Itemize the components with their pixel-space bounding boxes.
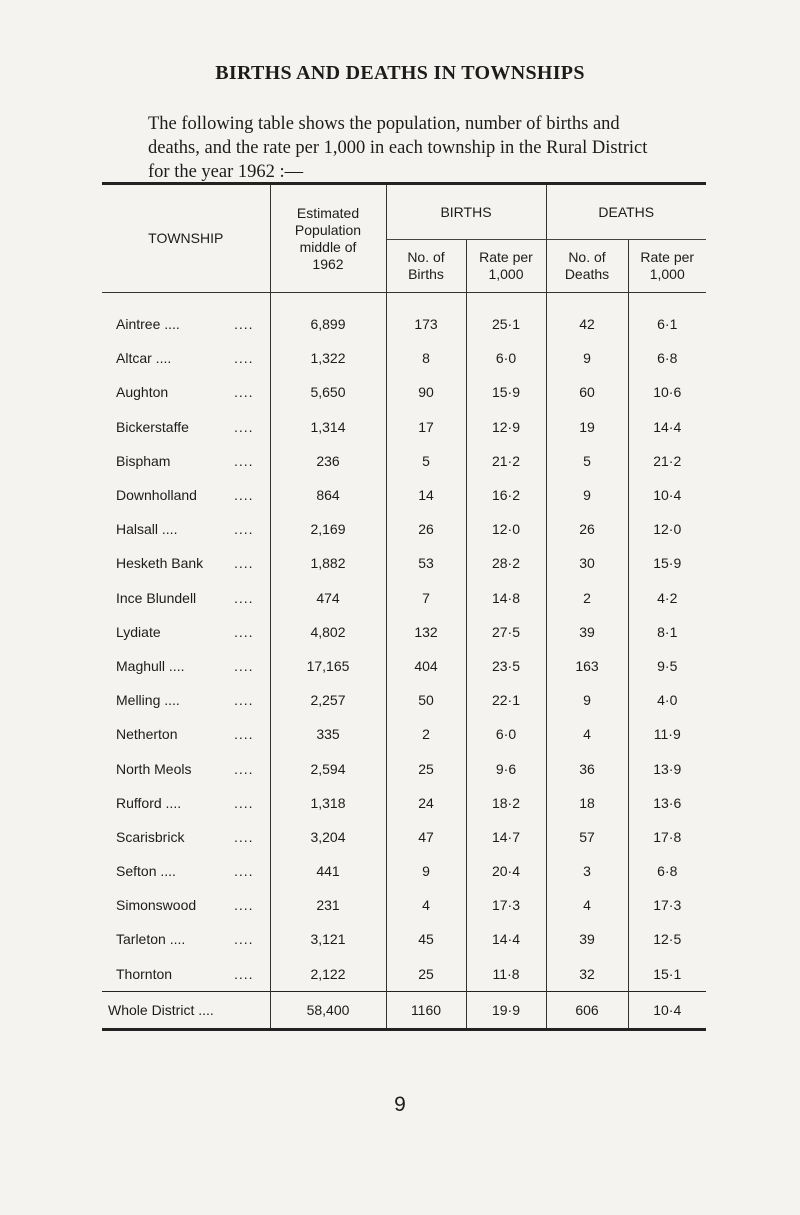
table-row	[102, 649, 706, 683]
leader-dots: ....	[234, 931, 254, 948]
header-population-line: middle of	[299, 238, 357, 255]
township-name-cell	[102, 649, 270, 683]
deaths-cell: 26	[546, 512, 628, 546]
header-deaths-no	[546, 240, 628, 293]
intro-paragraph	[148, 112, 718, 184]
intro-line: deaths, and the rate per 1,000 in each township in the Rural District	[148, 138, 648, 158]
township-name: Bispham	[116, 452, 171, 469]
table-row	[102, 478, 706, 512]
total-death-rate: 10·4	[628, 991, 706, 1029]
birth-rate-cell: 6·0	[466, 341, 546, 375]
birth-rate-cell: 22·1	[466, 683, 546, 717]
township-name: Aintree ....	[116, 316, 180, 333]
population-cell: 2,257	[270, 683, 386, 717]
births-cell: 4	[386, 888, 466, 922]
township-name-cell	[102, 615, 270, 649]
births-cell: 45	[386, 922, 466, 956]
leader-dots: ....	[234, 487, 254, 504]
table-row	[102, 546, 706, 580]
header-line: Rate per	[640, 249, 695, 265]
population-cell: 4,802	[270, 615, 386, 649]
death-rate-cell: 6·8	[628, 341, 706, 375]
header-line: Rate per	[479, 249, 533, 265]
death-rate-cell: 10·4	[628, 478, 706, 512]
population-cell: 1,322	[270, 341, 386, 375]
birth-rate-cell: 20·4	[466, 854, 546, 888]
township-name-cell	[102, 478, 270, 512]
leader-dots: ....	[234, 897, 254, 914]
total-births: 1160	[386, 991, 466, 1029]
population-cell: 3,204	[270, 820, 386, 854]
population-cell: 231	[270, 888, 386, 922]
death-rate-cell: 4·2	[628, 581, 706, 615]
table-row	[102, 786, 706, 820]
township-name: North Meols	[116, 760, 192, 777]
township-name: Maghull ....	[116, 657, 185, 674]
deaths-cell: 4	[546, 717, 628, 751]
table-row	[102, 717, 706, 751]
township-name: Lydiate	[116, 623, 161, 640]
births-cell: 25	[386, 751, 466, 785]
births-cell: 5	[386, 444, 466, 478]
births-cell: 2	[386, 717, 466, 751]
deaths-cell: 39	[546, 922, 628, 956]
deaths-cell: 18	[546, 786, 628, 820]
intro-line: The following table shows the population, number of births and	[148, 114, 620, 134]
township-name: Simonswood	[116, 897, 197, 914]
leader-dots: ....	[234, 828, 254, 845]
total-label: Whole District ....	[102, 991, 270, 1029]
population-cell: 6,899	[270, 293, 386, 342]
births-deaths-table	[102, 182, 706, 1031]
population-cell: 3,121	[270, 922, 386, 956]
population-cell: 1,882	[270, 546, 386, 580]
death-rate-cell: 17·8	[628, 820, 706, 854]
population-cell: 335	[270, 717, 386, 751]
header-deaths-group: DEATHS	[546, 184, 706, 240]
population-cell: 2,594	[270, 751, 386, 785]
birth-rate-cell: 14·7	[466, 820, 546, 854]
leader-dots: ....	[234, 863, 254, 880]
township-name: Aughton	[116, 384, 169, 401]
deaths-cell: 19	[546, 410, 628, 444]
births-cell: 47	[386, 820, 466, 854]
population-cell: 1,314	[270, 410, 386, 444]
death-rate-cell: 9·5	[628, 649, 706, 683]
table-row	[102, 512, 706, 546]
deaths-cell: 42	[546, 293, 628, 342]
death-rate-cell: 6·1	[628, 293, 706, 342]
leader-dots: ....	[234, 418, 254, 435]
total-row	[102, 991, 706, 1029]
table-row	[102, 375, 706, 409]
township-name-cell	[102, 888, 270, 922]
page-title: BIRTHS AND DEATHS IN TOWNSHIPS	[215, 62, 585, 84]
births-cell: 26	[386, 512, 466, 546]
leader-dots: ....	[234, 350, 254, 367]
death-rate-cell: 11·9	[628, 717, 706, 751]
death-rate-cell: 12·0	[628, 512, 706, 546]
birth-rate-cell: 28·2	[466, 546, 546, 580]
birth-rate-cell: 6·0	[466, 717, 546, 751]
leader-dots: ....	[234, 657, 254, 674]
table-row	[102, 615, 706, 649]
population-cell: 17,165	[270, 649, 386, 683]
header-line: 1,000	[488, 266, 524, 282]
birth-rate-cell: 12·9	[466, 410, 546, 444]
birth-rate-cell: 15·9	[466, 375, 546, 409]
township-name-cell	[102, 410, 270, 444]
township-name-cell	[102, 581, 270, 615]
table-row	[102, 922, 706, 956]
township-name-cell	[102, 341, 270, 375]
death-rate-cell: 17·3	[628, 888, 706, 922]
township-name-cell	[102, 293, 270, 342]
header-births-no	[386, 240, 466, 293]
township-name: Hesketh Bank	[116, 555, 204, 572]
birth-rate-cell: 18·2	[466, 786, 546, 820]
header-line: Births	[408, 266, 444, 282]
page-number: 9	[394, 1093, 406, 1116]
births-cell: 90	[386, 375, 466, 409]
deaths-cell: 2	[546, 581, 628, 615]
deaths-cell: 3	[546, 854, 628, 888]
death-rate-cell: 4·0	[628, 683, 706, 717]
deaths-cell: 57	[546, 820, 628, 854]
township-name: Scarisbrick	[116, 828, 185, 845]
leader-dots: ....	[234, 316, 254, 333]
deaths-cell: 9	[546, 683, 628, 717]
table-row	[102, 854, 706, 888]
township-name: Tarleton ....	[116, 931, 186, 948]
birth-rate-cell: 14·4	[466, 922, 546, 956]
leader-dots: ....	[234, 555, 254, 572]
table-row	[102, 581, 706, 615]
population-cell: 2,122	[270, 957, 386, 992]
township-name-cell	[102, 512, 270, 546]
deaths-cell: 9	[546, 478, 628, 512]
birth-rate-cell: 12·0	[466, 512, 546, 546]
township-name: Altcar ....	[116, 350, 172, 367]
deaths-cell: 60	[546, 375, 628, 409]
table-row	[102, 888, 706, 922]
births-cell: 14	[386, 478, 466, 512]
header-line: 1,000	[649, 266, 685, 282]
population-cell: 441	[270, 854, 386, 888]
births-cell: 8	[386, 341, 466, 375]
township-name-cell	[102, 444, 270, 478]
leader-dots: ....	[234, 623, 254, 640]
township-name: Bickerstaffe	[116, 418, 189, 435]
header-births-group: BIRTHS	[386, 184, 546, 240]
population-cell: 474	[270, 581, 386, 615]
intro-line: for the year 1962 :—	[148, 162, 304, 182]
births-cell: 132	[386, 615, 466, 649]
header-township: TOWNSHIP	[102, 184, 270, 293]
table-row	[102, 820, 706, 854]
birth-rate-cell: 16·2	[466, 478, 546, 512]
table-body	[102, 293, 706, 992]
birth-rate-cell: 23·5	[466, 649, 546, 683]
table-row	[102, 341, 706, 375]
township-name: Rufford ....	[116, 794, 182, 811]
birth-rate-cell: 11·8	[466, 957, 546, 992]
table-row	[102, 957, 706, 992]
leader-dots: ....	[234, 692, 254, 709]
township-name-cell	[102, 717, 270, 751]
death-rate-cell: 13·6	[628, 786, 706, 820]
total-deaths: 606	[546, 991, 628, 1029]
leader-dots: ....	[234, 760, 254, 777]
township-name-cell	[102, 375, 270, 409]
township-name-cell	[102, 820, 270, 854]
birth-rate-cell: 21·2	[466, 444, 546, 478]
death-rate-cell: 15·1	[628, 957, 706, 992]
death-rate-cell: 15·9	[628, 546, 706, 580]
births-cell: 7	[386, 581, 466, 615]
table-row	[102, 293, 706, 342]
leader-dots: ....	[234, 965, 254, 982]
births-cell: 9	[386, 854, 466, 888]
township-name: Halsall ....	[116, 521, 178, 538]
header-population-line: Population	[294, 221, 362, 238]
deaths-cell: 9	[546, 341, 628, 375]
total-birth-rate: 19·9	[466, 991, 546, 1029]
birth-rate-cell: 25·1	[466, 293, 546, 342]
header-population-line: 1962	[312, 255, 344, 272]
deaths-cell: 4	[546, 888, 628, 922]
leader-dots: ....	[234, 794, 254, 811]
birth-rate-cell: 27·5	[466, 615, 546, 649]
population-cell: 236	[270, 444, 386, 478]
death-rate-cell: 10·6	[628, 375, 706, 409]
births-cell: 17	[386, 410, 466, 444]
deaths-cell: 5	[546, 444, 628, 478]
township-name: Sefton ....	[116, 863, 176, 880]
death-rate-cell: 6·8	[628, 854, 706, 888]
deaths-cell: 39	[546, 615, 628, 649]
deaths-cell: 36	[546, 751, 628, 785]
births-cell: 53	[386, 546, 466, 580]
births-cell: 25	[386, 957, 466, 992]
death-rate-cell: 12·5	[628, 922, 706, 956]
birth-rate-cell: 14·8	[466, 581, 546, 615]
leader-dots: ....	[234, 521, 254, 538]
birth-rate-cell: 17·3	[466, 888, 546, 922]
header-line: Deaths	[564, 266, 610, 282]
births-cell: 50	[386, 683, 466, 717]
births-cell: 404	[386, 649, 466, 683]
birth-rate-cell: 9·6	[466, 751, 546, 785]
header-population-line: Estimated	[296, 204, 360, 221]
township-name: Downholland	[116, 487, 197, 504]
deaths-cell: 163	[546, 649, 628, 683]
township-name-cell	[102, 854, 270, 888]
table-row	[102, 751, 706, 785]
leader-dots: ....	[234, 589, 254, 606]
township-name: Thornton	[116, 965, 173, 982]
header-deaths-rate	[628, 240, 706, 293]
leader-dots: ....	[234, 384, 254, 401]
township-name-cell	[102, 751, 270, 785]
death-rate-cell: 14·4	[628, 410, 706, 444]
township-name-cell	[102, 683, 270, 717]
population-cell: 864	[270, 478, 386, 512]
township-name-cell	[102, 957, 270, 992]
deaths-cell: 32	[546, 957, 628, 992]
death-rate-cell: 13·9	[628, 751, 706, 785]
township-name: Melling ....	[116, 692, 180, 709]
header-line: No. of	[568, 249, 606, 265]
table-row	[102, 410, 706, 444]
births-cell: 173	[386, 293, 466, 342]
population-cell: 5,650	[270, 375, 386, 409]
header-population	[270, 184, 386, 293]
leader-dots: ....	[234, 726, 254, 743]
total-population: 58,400	[270, 991, 386, 1029]
leader-dots: ....	[234, 452, 254, 469]
header-births-rate	[466, 240, 546, 293]
death-rate-cell: 21·2	[628, 444, 706, 478]
township-name-cell	[102, 786, 270, 820]
township-name: Netherton	[116, 726, 178, 743]
header-line: No. of	[407, 249, 445, 265]
table-row	[102, 683, 706, 717]
births-cell: 24	[386, 786, 466, 820]
deaths-cell: 30	[546, 546, 628, 580]
population-cell: 2,169	[270, 512, 386, 546]
township-name-cell	[102, 546, 270, 580]
township-name-cell	[102, 922, 270, 956]
table-row	[102, 444, 706, 478]
population-cell: 1,318	[270, 786, 386, 820]
township-name: Ince Blundell	[116, 589, 197, 606]
death-rate-cell: 8·1	[628, 615, 706, 649]
